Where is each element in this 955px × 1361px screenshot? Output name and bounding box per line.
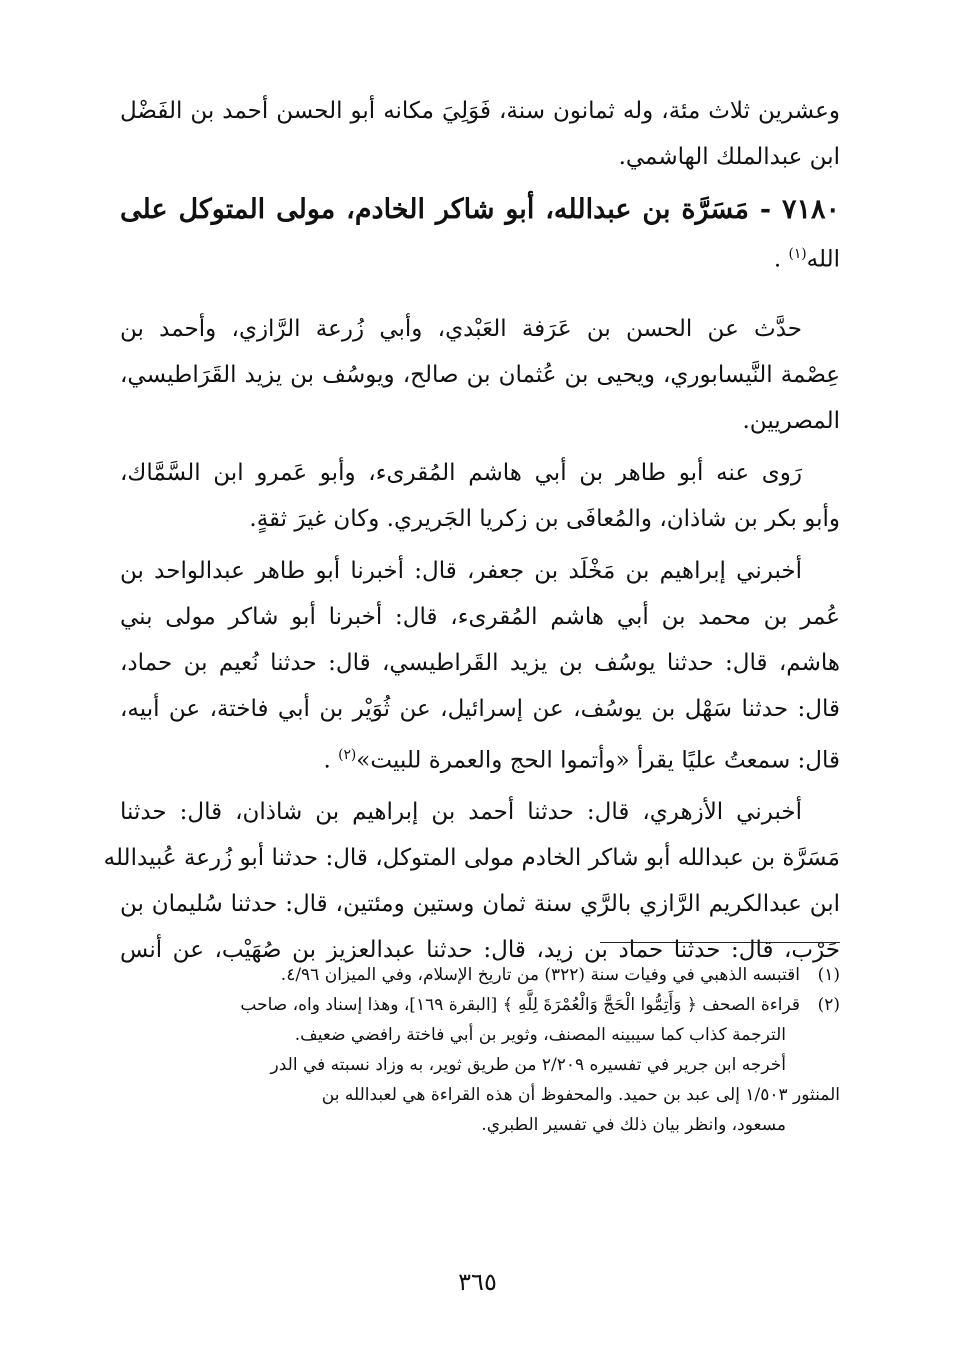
- paragraph-line: حدَّث عن الحسن بن عَرَفة العَبْدي، وأبي زُرعة الرَّازي، وأحمد بن: [120, 315, 802, 342]
- paragraph-line: ابن عبدالكريم الرَّازي بالرَّي سنة ثمان وستين ومئتين، قال: حدثنا سُليمان بن: [120, 891, 840, 918]
- footnote-line: المنثور ١/٥٠٣ إلى عبد بن حميد. والمحفوظ أن هذه القراءة هي لعبدالله بن: [321, 1085, 840, 1105]
- entry-title-end: .: [773, 246, 782, 273]
- footnote-line: مسعود، وانظر بيان ذلك في تفسير الطبري.: [481, 1115, 786, 1135]
- footnote-text: اقتبسه الذهبي في وفيات سنة (٣٢٢) من تاريخ الإسلام، وفي الميزان ٤/٩٦.: [280, 965, 800, 985]
- paragraph-line: [120, 732, 840, 784]
- paragraph-students: [120, 450, 840, 542]
- footnote-2: [122, 990, 840, 1020]
- entry-title-word: الله: [806, 246, 840, 273]
- paragraph-line: أخبرني إبراهيم بن مَخْلَد بن جعفر، قال: أخبرنا أبو طاهر عبدالواحد بن: [120, 557, 802, 584]
- footnote-line: الترجمة كذاب كما سيبينه المصنف، وثوير بن أبي فاختة رافضي ضعيف.: [294, 1025, 786, 1045]
- footnote-1: [122, 960, 840, 990]
- footnote-line: أخرجه ابن جرير في تفسيره ٢/٢٠٩ من طريق ثوير، به وزاد نسبته في الدر: [270, 1055, 786, 1075]
- footnote-ref-1: (١): [788, 246, 807, 262]
- paragraph-line: وأبو بكر بن شاذان، والمُعافَى بن زكريا الجَريري. وكان غيرَ ثقةٍ.: [249, 505, 840, 532]
- intro-line: ابن عبدالملك الهاشمي.: [618, 144, 840, 170]
- page-number: ٣٦٥: [458, 1268, 497, 1296]
- footnote-number: (١): [817, 965, 840, 985]
- paragraph-isnad-1: [120, 548, 840, 784]
- paragraph-isnad-2: [103, 789, 840, 973]
- paragraph-line: هاشم، قال: حدثنا يوسُف بن يزيد القَراطيسي، قال: حدثنا نُعيم بن حماد،: [120, 649, 840, 676]
- paragraph-line: عِصْمة النَّيسابوري، ويحيى بن عُثمان بن صالح، ويوسُف بن يزيد القَرَاطيسي،: [120, 361, 840, 388]
- line-end: .: [323, 747, 331, 774]
- paragraph-line: عُمر بن محمد بن أبي هاشم المُقرىء، قال: أخبرنا أبو شاكر مولى بني: [120, 603, 840, 630]
- footnote-divider: [600, 942, 840, 943]
- footnote-text: قراءة الصحف ﴿ وَأَتِمُّوا الْحَجَّ وَالْعُمْرَةَ لِلَّهِ ﴾ [البقرة ١٦٩]، وهذا إسناد واه، صاحب: [240, 995, 800, 1015]
- paragraph-line: أخبرني الأزهري، قال: حدثنا أحمد بن إبراهيم بن شاذان، قال: حدثنا: [120, 799, 802, 826]
- paragraph-line: قال: حدثنا سَهْل بن يوسُف، عن إسرائيل، عن ثُوَيْر بن أبي فاختة، عن أبيه،: [120, 695, 840, 722]
- paragraph-teachers: [120, 306, 840, 444]
- entry-title-continuation: [120, 234, 840, 280]
- paragraph-line: حَرْب، قال: حدثنا حماد بن زيد، قال: حدثنا عبدالعزيز بن صُهَيْب، عن أنس: [120, 937, 840, 964]
- paragraph-line: مَسَرَّة بن عبدالله أبو شاكر الخادم مولى المتوكل، قال: حدثنا أبو زُرعة عُبيدالله: [103, 845, 840, 872]
- footnote-ref-2: (٢): [338, 746, 357, 763]
- intro-line: وعشرين ثلاث مئة، وله ثمانون سنة، فَوَلِيَ مكانه أبو الحسن أحمد بن الفَضْل: [120, 98, 840, 124]
- footnotes: [122, 960, 840, 1140]
- quote-line: قال: سمعتُ عليًا يقرأ «وأتموا الحج والعمرة للبيت»: [356, 747, 840, 774]
- footnote-number: (٢): [817, 995, 840, 1015]
- paragraph-line: المصريين.: [742, 407, 840, 434]
- entry-title: ٧١٨٠ - مَسَرَّة بن عبدالله، أبو شاكر الخادم، مولى المتوكل على: [120, 194, 840, 225]
- paragraph-line: رَوى عنه أبو طاهر بن أبي هاشم المُقرىء، وأبو عَمرو ابن السَّمَّاك،: [120, 459, 802, 486]
- main-text: [103, 88, 840, 973]
